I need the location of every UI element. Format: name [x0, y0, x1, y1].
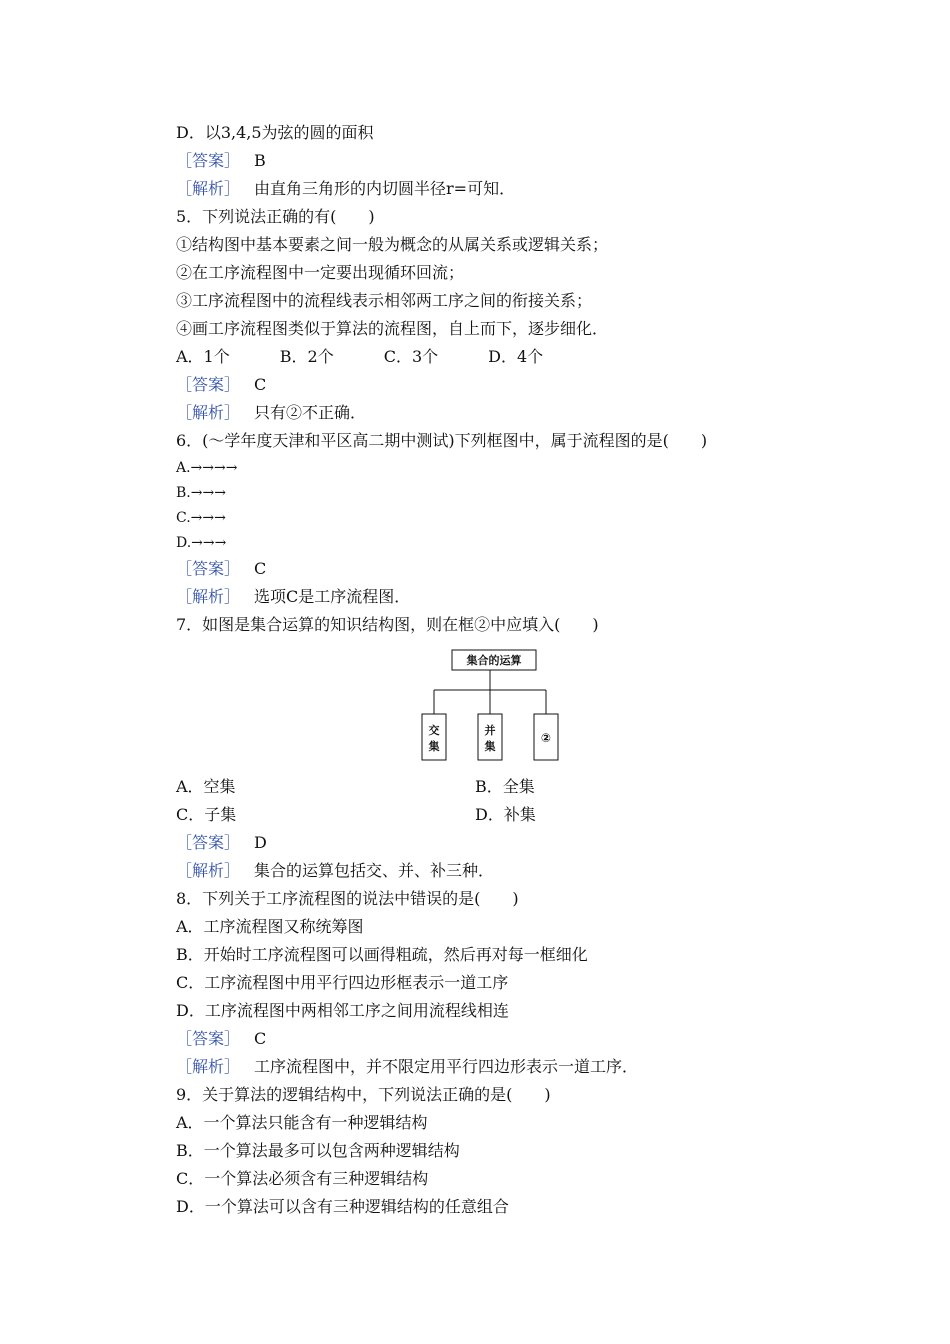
- q4-option-d: D．以3,4,5为弦的圆的面积: [176, 123, 374, 142]
- analysis-tag: ［解析］: [176, 179, 241, 198]
- q7-analysis: [176, 861, 494, 881]
- q4-analysis: [176, 179, 515, 199]
- q7-option-d: D．补集: [475, 805, 536, 824]
- q7-option-c: C．子集: [176, 805, 237, 824]
- q6-analysis: [176, 587, 410, 607]
- q5-stem: 5．下列说法正确的有( ): [176, 207, 375, 226]
- q6-stem: 6．(～学年度天津和平区高二期中测试)下列框图中，属于流程图的是( ): [176, 431, 708, 450]
- q5-option-a: A．1个: [176, 347, 230, 366]
- analysis-text: 由直角三角形的内切圆半径r=可知．: [254, 179, 516, 198]
- q9-option-d: D．一个算法可以含有三种逻辑结构的任意组合: [176, 1197, 509, 1216]
- q6-option-d: D.→→→: [176, 535, 227, 551]
- q8-answer: [176, 1029, 266, 1049]
- analysis-tag: ［解析］: [176, 403, 241, 422]
- answer-value: D: [254, 833, 267, 852]
- answer-value: C: [254, 559, 267, 578]
- child-box-intersection: [422, 714, 446, 760]
- q6-option-b: B.→→→: [176, 485, 226, 501]
- q8-option-a: A．工序流程图又称统筹图: [176, 917, 364, 936]
- q6-option-a: A.→→→→: [176, 460, 238, 476]
- q7-answer: [176, 833, 267, 853]
- q9-option-a: A．一个算法只能含有一种逻辑结构: [176, 1113, 428, 1132]
- root-label: 集合的运算: [466, 654, 522, 667]
- analysis-text: 工序流程图中，并不限定用平行四边形表示一道工序．: [254, 1057, 639, 1076]
- answer-tag: ［答案］: [176, 375, 241, 394]
- analysis-text: 选项C是工序流程图．: [254, 587, 411, 606]
- answer-tag: ［答案］: [176, 833, 241, 852]
- q9-option-c: C．一个算法必须含有三种逻辑结构: [176, 1169, 429, 1188]
- analysis-tag: ［解析］: [176, 1057, 241, 1076]
- analysis-text: 集合的运算包括交、并、补三种．: [254, 861, 495, 880]
- q7-stem: 7．如图是集合运算的知识结构图，则在框②中应填入( ): [176, 615, 599, 634]
- q8-analysis: [176, 1057, 638, 1077]
- q8-stem: 8．下列关于工序流程图的说法中错误的是( ): [176, 889, 519, 908]
- child-label: 并: [484, 724, 496, 737]
- child-label: 集: [428, 740, 440, 753]
- child-label: 集: [484, 740, 496, 753]
- q7-option-a: A．空集: [176, 777, 236, 796]
- analysis-tag: ［解析］: [176, 861, 241, 880]
- q5-options: [176, 347, 543, 367]
- answer-value: C: [254, 1029, 267, 1048]
- set-operations-structure-diagram: [418, 648, 568, 766]
- q8-option-d: D．工序流程图中两相邻工序之间用流程线相连: [176, 1001, 509, 1020]
- answer-value: C: [254, 375, 267, 394]
- answer-tag: ［答案］: [176, 559, 241, 578]
- child-label: ②: [540, 731, 552, 745]
- q6-option-c: C.→→→: [176, 510, 226, 526]
- answer-value: B: [254, 151, 266, 170]
- answer-tag: ［答案］: [176, 151, 241, 170]
- q5-answer: [176, 375, 266, 395]
- q8-option-b: B．开始时工序流程图可以画得粗疏，然后再对每一框细化: [176, 945, 588, 964]
- q5-option-d: D．4个: [488, 347, 544, 366]
- q5-analysis: [176, 403, 366, 423]
- child-box-union: [478, 714, 502, 760]
- analysis-tag: ［解析］: [176, 587, 241, 606]
- answer-tag: ［答案］: [176, 1029, 241, 1048]
- q5-statement: ①结构图中基本要素之间一般为概念的从属关系或逻辑关系；: [176, 235, 609, 254]
- q5-statement: ③工序流程图中的流程线表示相邻两工序之间的衔接关系；: [176, 291, 593, 310]
- q9-option-b: B．一个算法最多可以包含两种逻辑结构: [176, 1141, 460, 1160]
- q5-option-c: C．3个: [383, 347, 439, 366]
- q4-answer: [176, 151, 266, 171]
- q5-statement: ②在工序流程图中一定要出现循环回流；: [176, 263, 465, 282]
- q5-statement: ④画工序流程图类似于算法的流程图，自上而下，逐步细化．: [176, 319, 609, 338]
- q5-option-b: B．2个: [279, 347, 334, 366]
- q9-stem: 9．关于算法的逻辑结构中，下列说法正确的是( ): [176, 1085, 551, 1104]
- q7-option-b: B．全集: [475, 777, 535, 796]
- q8-option-c: C．工序流程图中用平行四边形框表示一道工序: [176, 973, 509, 992]
- q6-answer: [176, 559, 266, 579]
- analysis-text: 只有②不正确．: [254, 403, 367, 422]
- child-label: 交: [428, 724, 440, 737]
